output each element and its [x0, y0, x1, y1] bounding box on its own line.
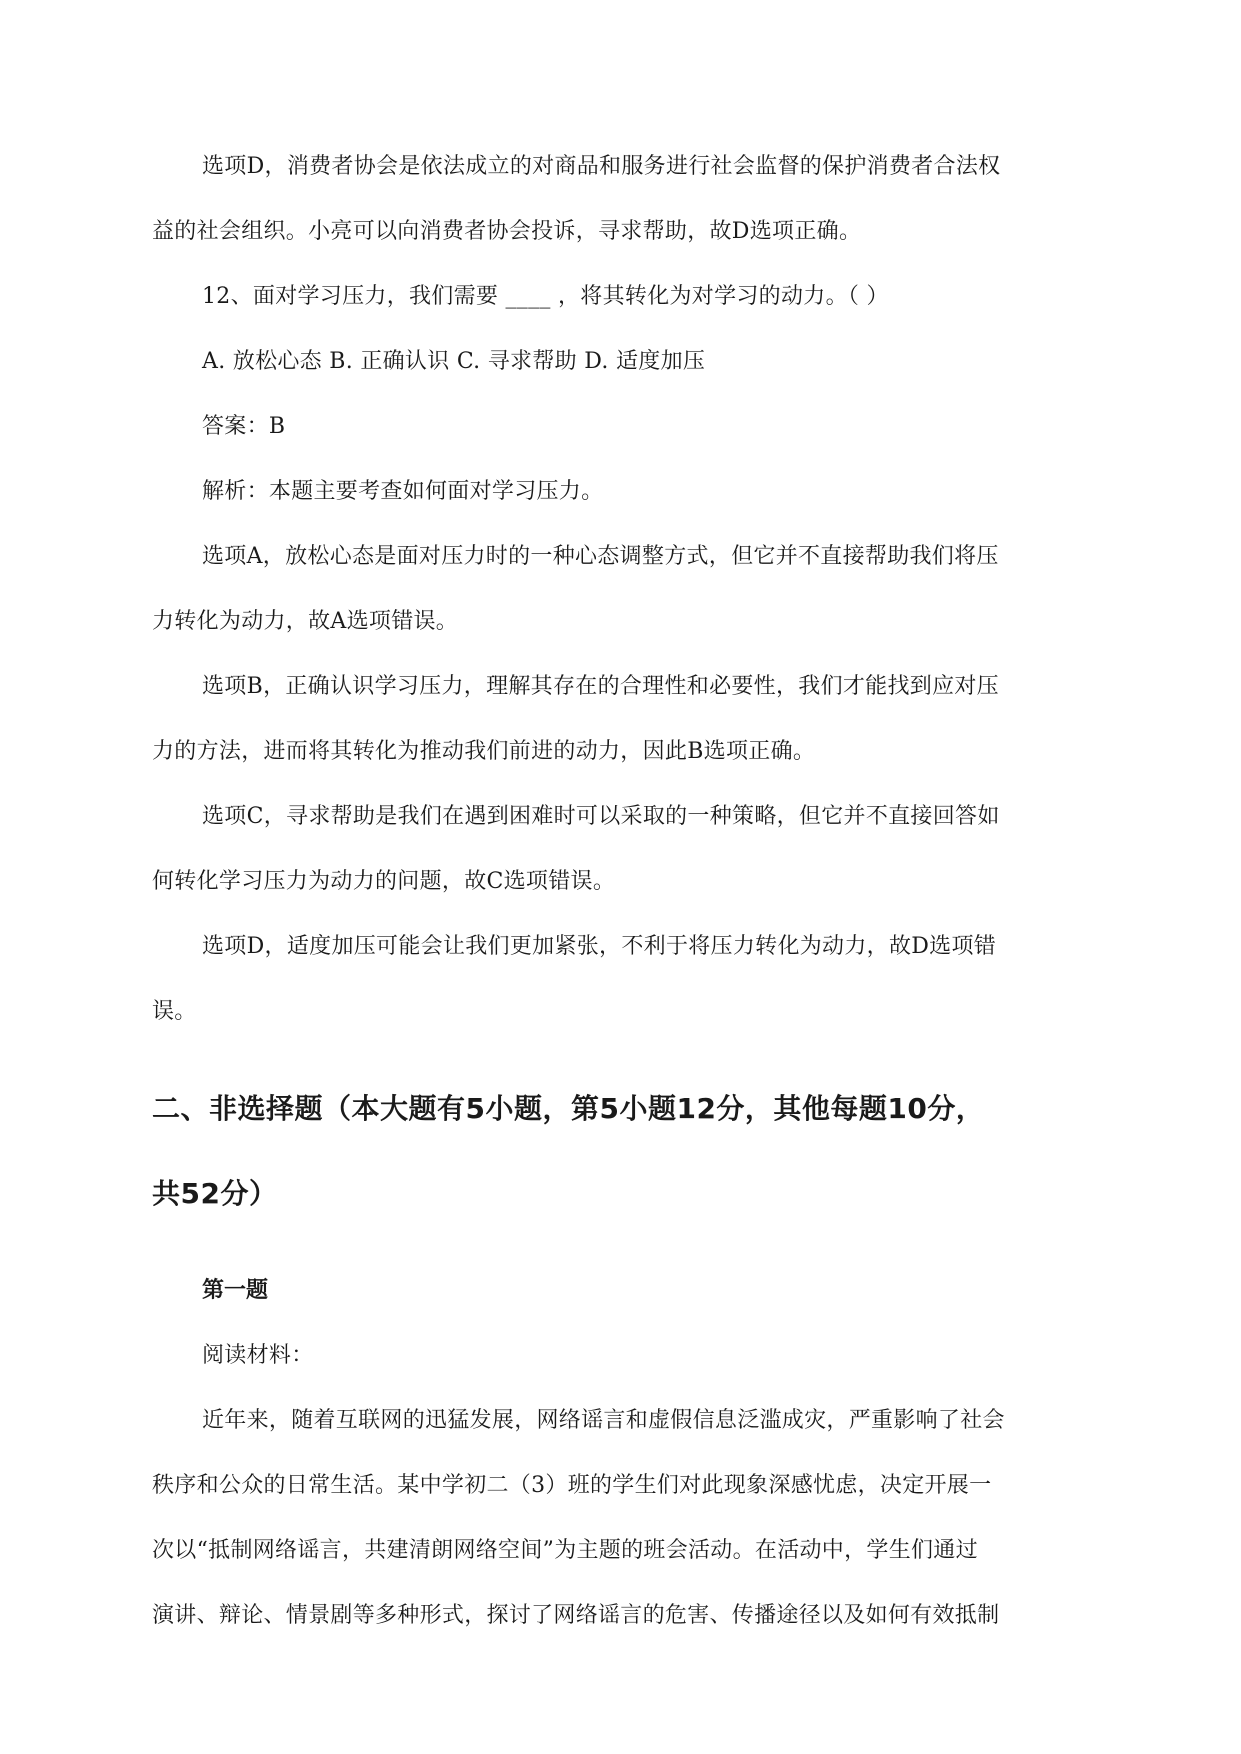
question-12-options: A. 放松心态 B. 正确认识 C. 寻求帮助 D. 适度加压: [202, 349, 706, 374]
question-12-analysis: 解析：本题主要考查如何面对学习压力。: [202, 479, 604, 504]
paragraph-line: 演讲、辩论、情景剧等多种形式，探讨了网络谣言的危害、传播途径以及如何有效抵制: [152, 1603, 1000, 1628]
paragraph-line: 次以“抵制网络谣言，共建清朗网络空间”为主题的班会活动。在活动中，学生们通过: [152, 1538, 978, 1563]
paragraph-line: 何转化学习压力为动力的问题，故C选项错误。: [152, 869, 616, 894]
paragraph-line: 选项B，正确认识学习压力，理解其存在的合理性和必要性，我们才能找到应对压: [202, 674, 999, 699]
question-heading: 第一题: [202, 1278, 269, 1303]
paragraph-line: 秩序和公众的日常生活。某中学初二（3）班的学生们对此现象深感忧虑，决定开展一: [152, 1473, 992, 1498]
question-12-answer: 答案：B: [202, 414, 286, 439]
question-12-stem: 12、面对学习压力，我们需要 ____ ，将其转化为对学习的动力。（ ）: [202, 284, 889, 309]
paragraph-line: 选项A，放松心态是面对压力时的一种心态调整方式，但它并不直接帮助我们将压: [202, 544, 999, 569]
paragraph-line: 近年来，随着互联网的迅猛发展，网络谣言和虚假信息泛滥成灾，严重影响了社会: [202, 1408, 1005, 1433]
paragraph-line: 选项D，适度加压可能会让我们更加紧张，不利于将压力转化为动力，故D选项错: [202, 934, 997, 959]
section-heading: 二、非选择题（本大题有5小题，第5小题12分，其他每题10分，: [152, 1092, 985, 1125]
paragraph-line: 误。: [152, 999, 197, 1024]
document-page: [152, 134, 1097, 1648]
paragraph-line: 选项D，消费者协会是依法成立的对商品和服务进行社会监督的保护消费者合法权: [202, 154, 1001, 179]
paragraph-line: 益的社会组织。小亮可以向消费者协会投诉，寻求帮助，故D选项正确。: [152, 219, 862, 244]
paragraph-line: 选项C，寻求帮助是我们在遇到困难时可以采取的一种策略，但它并不直接回答如: [202, 804, 1000, 829]
reading-material-label: 阅读材料：: [202, 1343, 314, 1368]
paragraph-line: 力的方法，进而将其转化为推动我们前进的动力，因此B选项正确。: [152, 739, 816, 764]
paragraph-line: 力转化为动力，故A选项错误。: [152, 609, 459, 634]
section-heading-continued: 共52分）: [152, 1177, 278, 1210]
